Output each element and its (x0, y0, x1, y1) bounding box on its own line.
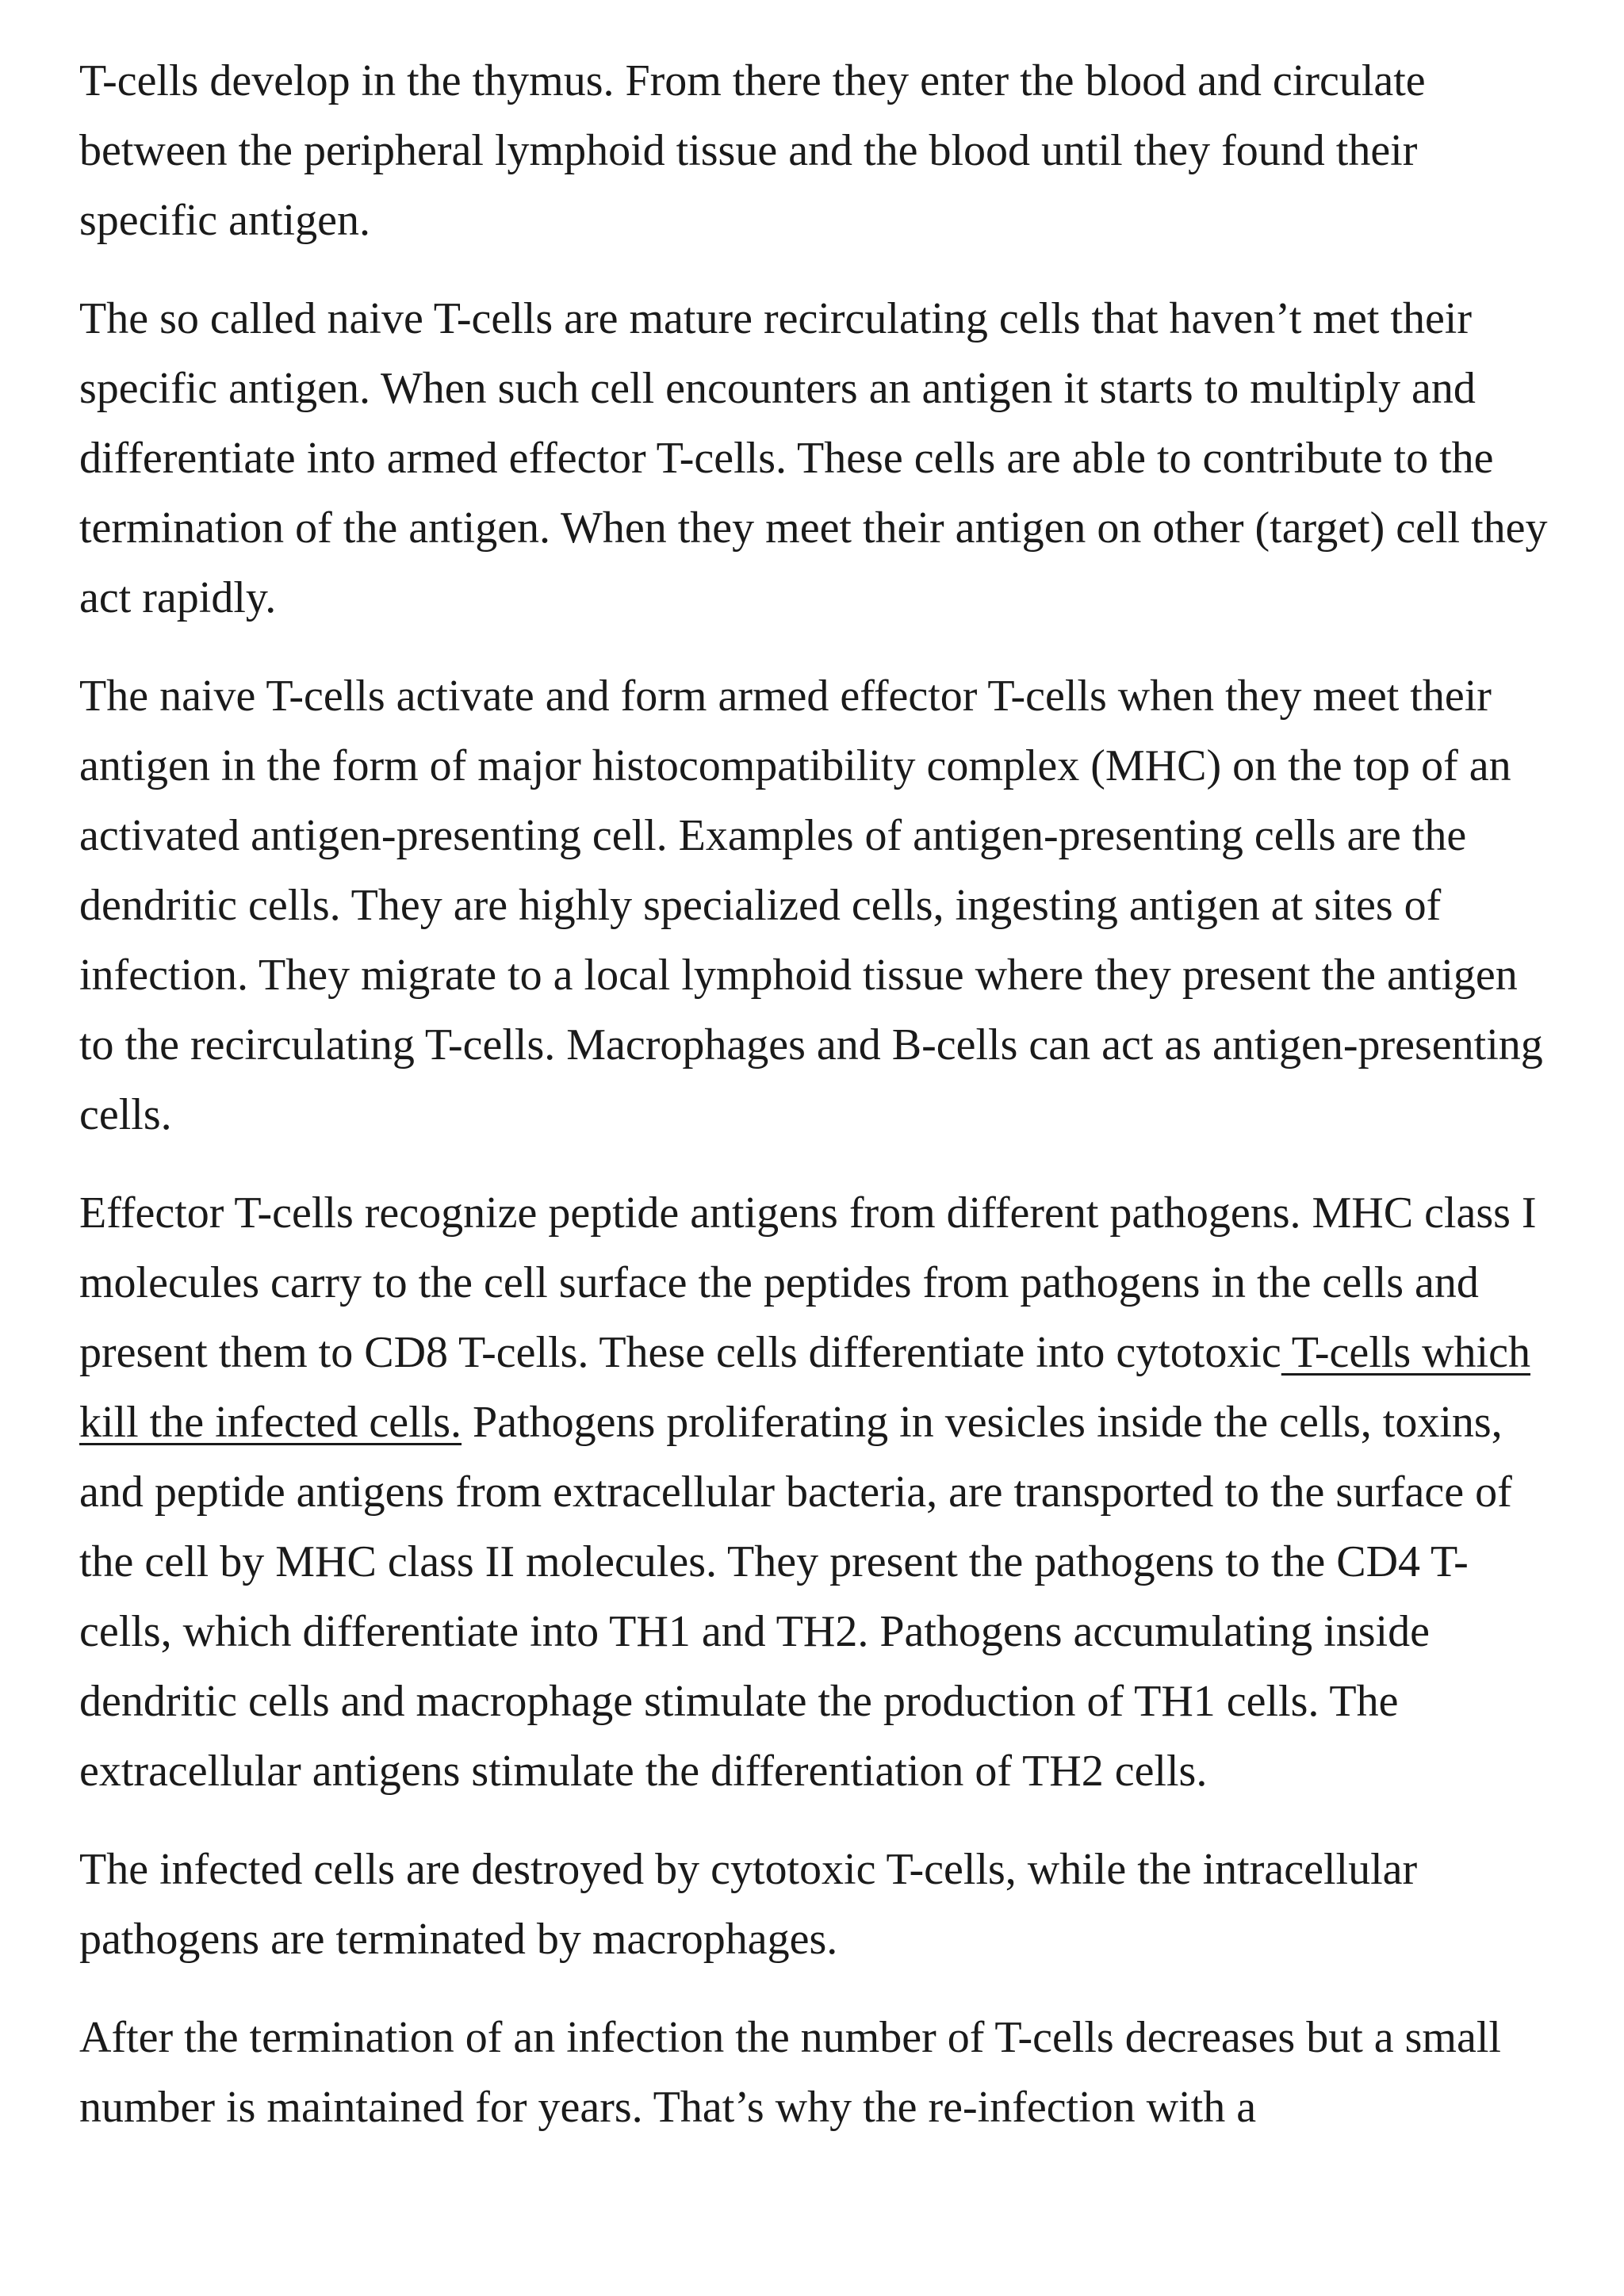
paragraph-naive-t-cells: The so called naive T-cells are mature recirculating cells that haven’t met their specific antigen. When such cell encounters an antigen it starts to multiply and differentiate into armed effector T-cells. These cells are able to contribute to the termination of the antigen. When they meet their antigen on other (target) cell they act rapidly. (79, 294, 1548, 622)
paragraph-mhc-text-before: Effector T-cells recognize peptide antigens from different pathogens. MHC class I molecules carry to the cell surface the peptides from pathogens in the cells and present them to CD8 T-cells. These cells differentiate into cytotoxic (79, 1188, 1537, 1377)
paragraph-thymus-development: T-cells develop in the thymus. From there they enter the blood and circulate between the peripheral lymphoid tissue and the blood until they found their specific antigen. (79, 56, 1426, 245)
paragraph-memory-t-cells: After the termination of an infection the number of T-cells decreases but a small number is maintained for years. That’s why the re-infection with a (79, 2013, 1501, 2132)
paragraph-mhc-classes (79, 1178, 1554, 1806)
underlined-phrase-cytotoxic-action: T-cells which kill the infected cells. (79, 1328, 1530, 1447)
paragraph-infected-cells-destroyed: The infected cells are destroyed by cytotoxic T-cells, while the intracellular pathogens are terminated by macrophages. (79, 1845, 1418, 1964)
paragraph-mhc-text-after: Pathogens proliferating in vesicles inside the cells, toxins, and peptide antigens from extracellular bacteria, are transported to the surface of the cell by MHC class II molecules. They present the pathogens to the CD4 T-cells, which differentiate into TH1 and TH2. Pathogens accumulating inside dendritic cells and macrophage stimulate the production of TH1 cells. The extracellular antigens stimulate the differentiation of TH2 cells. (79, 1398, 1512, 1796)
document-body (79, 46, 1554, 2171)
paragraph-antigen-presenting-cells: The naive T-cells activate and form armed effector T-cells when they meet their antigen in the form of major histocompatibility complex (MHC) on the top of an activated antigen-presenting cell. Examples of antigen-presenting cells are the dendritic cells. They are highly specialized cells, ingesting antigen at sites of infection. They migrate to a local lymphoid tissue where they present the antigen to the recirculating T-cells. Macrophages and B-cells can act as antigen-presenting cells. (79, 672, 1543, 1139)
